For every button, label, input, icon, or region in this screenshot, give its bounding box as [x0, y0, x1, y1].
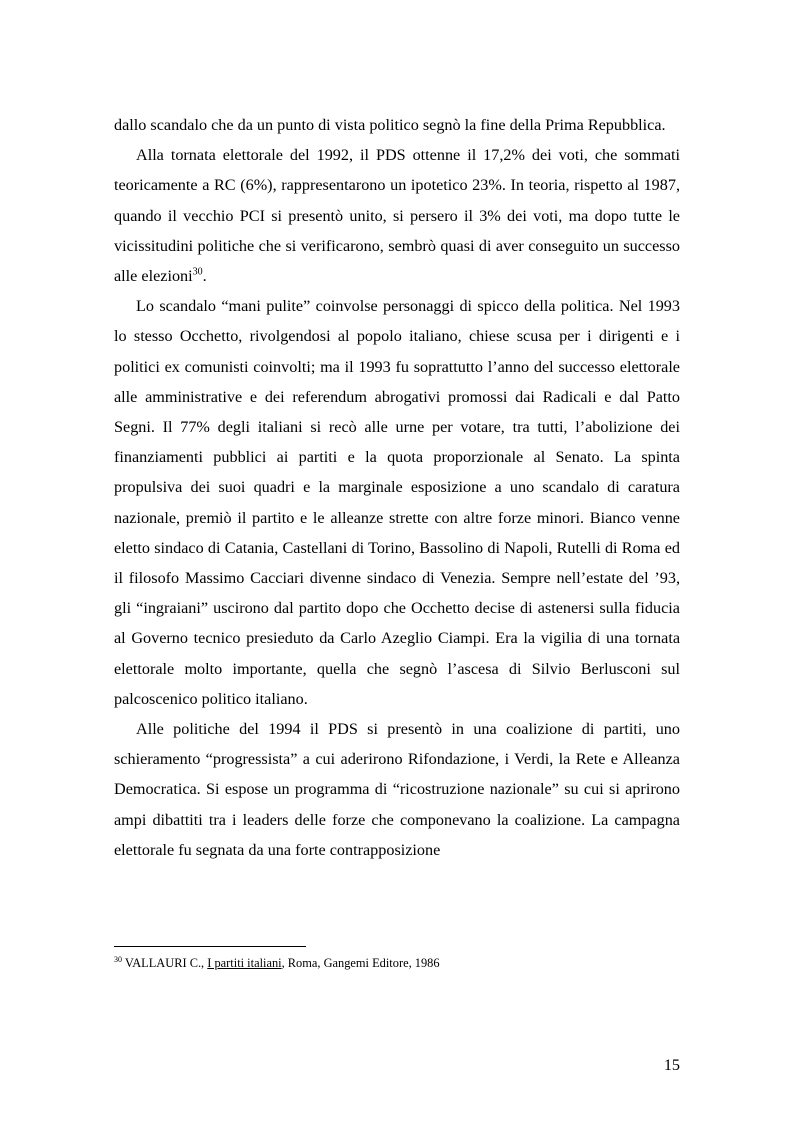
- paragraph-4-text: Alle politiche del 1994 il PDS si presentò in una coalizione di partiti, uno schieramento “progressista” a cui aderirono Rifondazione, i Verdi, la Rete e Alleanza Democratica. Si espose un programma di “ricostruzione nazionale” su cui si aprirono ampi dibattiti tra i leaders delle forze che componevano la coalizione. La campagna elettorale fu segnata da una forte contrapposizione: [114, 720, 680, 859]
- footnote-reference[interactable]: 30: [192, 266, 203, 278]
- footnote-author: VALLAURI C.,: [124, 956, 208, 970]
- paragraph-2-tail: .: [202, 267, 207, 286]
- paragraph-3: [114, 291, 680, 714]
- paragraph-4: [114, 714, 680, 865]
- footnote-rest: , Roma, Gangemi Editore, 1986: [281, 956, 440, 970]
- paragraph-2: [114, 140, 680, 291]
- footnote-title: I partiti italiani: [207, 956, 282, 970]
- footnote-number: 30: [114, 954, 122, 964]
- document-body: [114, 110, 680, 865]
- paragraph-1-text: dallo scandalo che da un punto di vista politico segnò la fine della Prima Repubblica.: [114, 116, 666, 134]
- page-number: 15: [663, 1056, 680, 1074]
- paragraph-1: [114, 110, 680, 140]
- paragraph-3-text: Lo scandalo “mani pulite” coinvolse personaggi di spicco della politica. Nel 1993 lo stesso Occhetto, rivolgendosi al popolo italiano, chiese scusa per i dirigenti e i politici ex comunisti coinvolti; ma il 1993 fu soprattutto l’anno del successo elettorale alle amministrative e dei referendum abrogativi promossi dai Radicali e dal Patto Segni. Il 77% degli italiani si recò alle urne per votare, tra tutti, l’abolizione dei finanziamenti pubblici ai partiti e la quota proporzionale al Senato. La spinta propulsiva dei suoi quadri e la marginale esposizione a uno scandalo di caratura nazionale, premiò il partito e le alleanze strette con altre forze minori. Bianco venne eletto sindaco di Catania, Castellani di Torino, Bassolino di Napoli, Rutelli di Roma ed il filosofo Massimo Cacciari divenne sindaco di Venezia. Sempre nell’estate del ’93, gli “ingraiani” uscirono dal partito dopo che Occhetto decise di astenersi sulla fiducia al Governo tecnico presieduto da Carlo Azeglio Ciampi. Era la vigilia di una tornata elettorale molto importante, quella che segnò l’ascesa di Silvio Berlusconi sul palcoscenico politico italiano.: [114, 297, 680, 708]
- paragraph-2-text: Alla tornata elettorale del 1992, il PDS ottenne il 17,2% dei voti, che sommati teoricamente a RC (6%), rappresentarono un ipotetico 23%. In teoria, rispetto al 1987, quando il vecchio PCI si presentò unito, si persero il 3% dei voti, ma dopo tutte le vicissitudini politiche che si verificarono, sembrò quasi di aver conseguito un successo alle elezioni: [114, 146, 680, 286]
- footnote-separator: [114, 946, 306, 947]
- footnote: [114, 955, 680, 971]
